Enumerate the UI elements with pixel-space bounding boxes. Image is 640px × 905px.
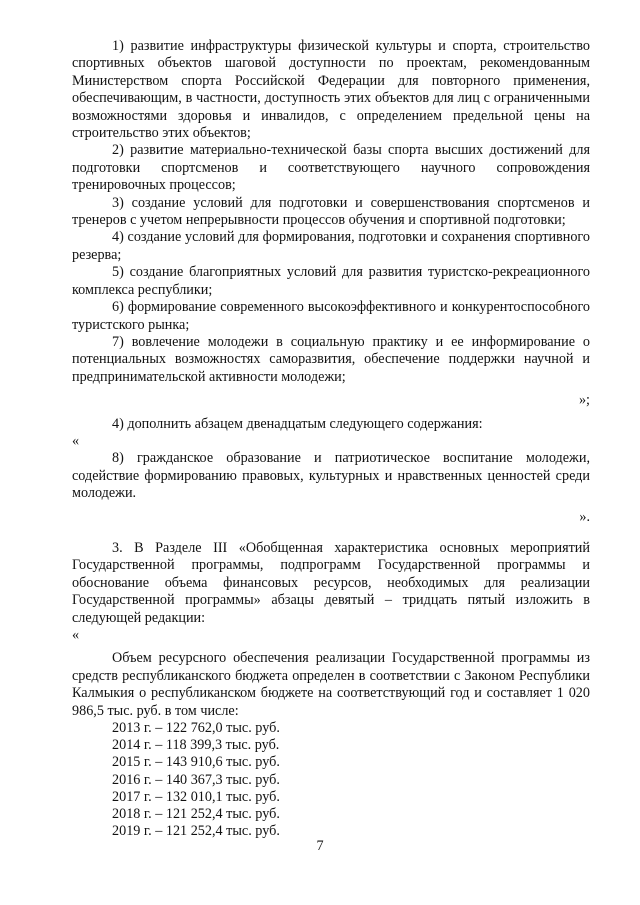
list-item: 3) создание условий для подготовки и совершенствования спортсменов и тренеров с учетом непрерывности процессов обучения и спортивной подготовки; — [72, 194, 590, 229]
year-amount: 2016 г. – 140 367,3 тыс. руб. — [112, 771, 280, 788]
resource-paragraph: Объем ресурсного обеспечения реализации Государственной программы из средств республиканского бюджета определен в соответствии с Законом Республики Калмыкия о республиканском бюджете на соответствующий год и составляет 1 020 986,5 тыс. руб. в том числе: — [72, 650, 590, 719]
list-item: 1) развитие инфраструктуры физической культуры и спорта, строительство спортивных объектов шаговой доступности по проектам, рекомендованным Министерством спорта Российской Федерации для повторного применения, обеспечивающим, в частности, доступность этих объектов для лиц с ограниченными возможностями здоровья и инвалидов, с определением предельной цены на строительство этих объектов; — [72, 38, 590, 142]
section-paragraph: 3. В Разделе III «Обобщенная характеристика основных мероприятий Государственной программы, подпрограмм Государственной программы и обоснование объема финансовых ресурсов, необходимых для реализации Государственной программы» абзацы девятый – тридцать пятый изложить в следующей редакции: — [72, 539, 590, 626]
list-item: 8) гражданское образование и патриотическое воспитание молодежи, содействие формированию правовых, культурных и нравственных ценностей среди молодежи. — [72, 450, 590, 502]
year-amount: 2013 г. – 122 762,0 тыс. руб. — [112, 720, 280, 737]
closing-quote: ». — [579, 508, 590, 525]
yearly-amounts-list — [72, 720, 590, 840]
year-amount: 2019 г. – 121 252,4 тыс. руб. — [112, 823, 280, 840]
opening-quote: « — [72, 432, 80, 449]
opening-quote: « — [72, 627, 80, 643]
list-item: 2) развитие материально-технической базы спорта высших достижений для подготовки спортсменов и соответствующего научного сопровождения тренировочных процессов; — [72, 142, 590, 194]
year-amount: 2018 г. – 121 252,4 тыс. руб. — [112, 806, 280, 823]
year-amount: 2017 г. – 132 010,1 тыс. руб. — [112, 788, 280, 805]
list-item: 7) вовлечение молодежи в социальную практику и ее информирование о потенциальных возможностях саморазвития, обеспечение поддержки научной и предпринимательской активности молодежи; — [72, 333, 590, 385]
closing-quote: »; — [578, 392, 590, 409]
document-page — [72, 38, 590, 840]
list-item: 5) создание благоприятных условий для развития туристско-рекреационного комплекса республики; — [72, 264, 590, 298]
year-amount: 2015 г. – 143 910,6 тыс. руб. — [112, 754, 280, 771]
list-item: 6) формирование современного высокоэффективного и конкурентоспособного туристского рынка; — [72, 299, 590, 333]
year-amount: 2014 г. – 118 399,3 тыс. руб. — [112, 737, 280, 754]
amendment-instruction: 4) дополнить абзацем двенадцатым следующего содержания: — [112, 415, 483, 432]
spacer — [72, 526, 590, 540]
page-number: 7 — [316, 838, 324, 854]
list-item: 4) создание условий для формирования, подготовки и сохранения спортивного резерва; — [72, 229, 590, 263]
